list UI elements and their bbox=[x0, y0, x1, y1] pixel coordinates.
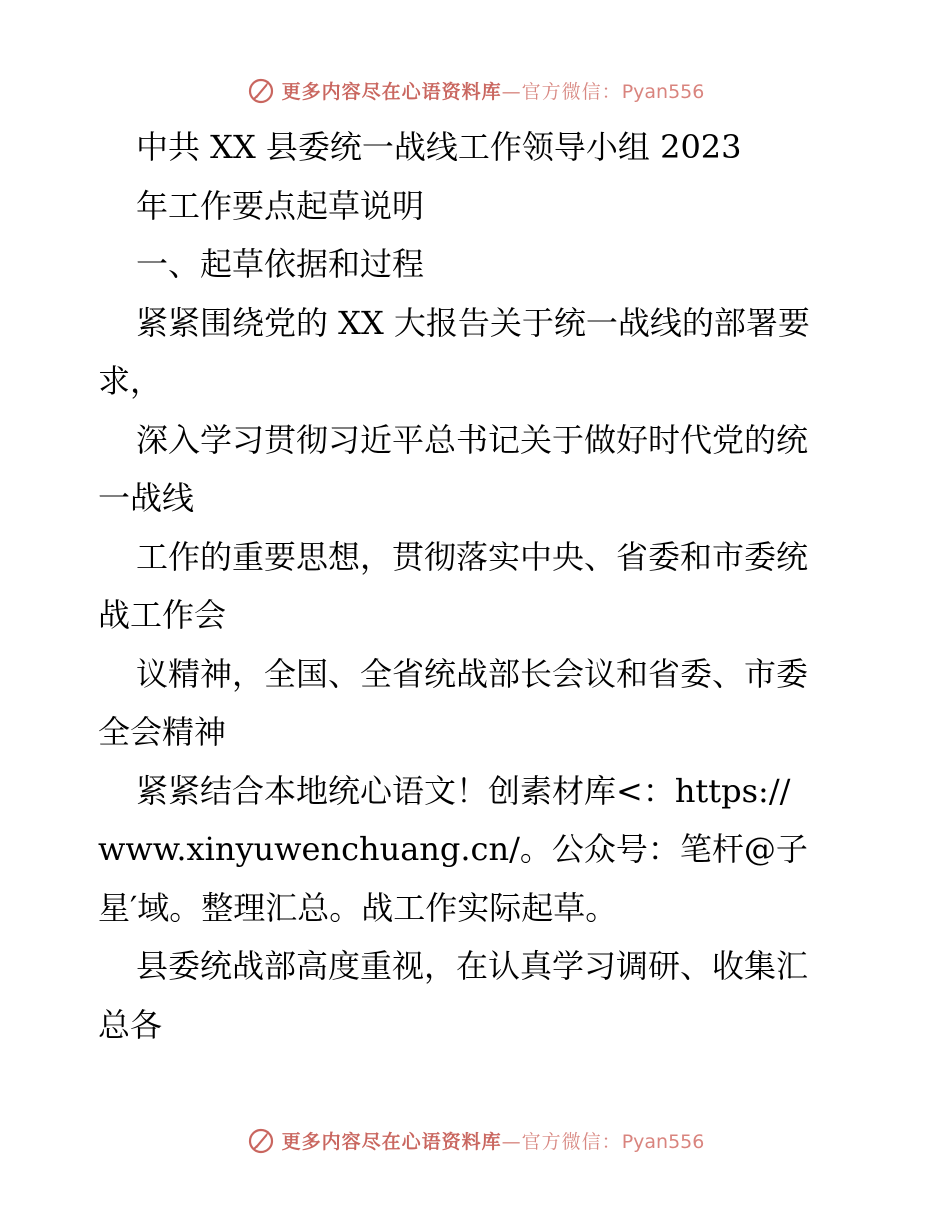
watermark-separator: — bbox=[501, 80, 522, 103]
document-line: 年工作要点起草说明 bbox=[136, 186, 425, 225]
document-line: 议精神，全国、全省统战部长会议和省委、市委 bbox=[136, 654, 809, 693]
quill-logo-icon bbox=[246, 1125, 276, 1155]
watermark-contact-label: 官方微信： bbox=[521, 1130, 622, 1153]
watermark-text bbox=[282, 77, 705, 104]
footer-watermark bbox=[0, 1120, 950, 1160]
document-line: 星′域。整理汇总。战工作实际起草。 bbox=[98, 888, 618, 927]
watermark-text bbox=[282, 1127, 705, 1154]
document-line: 战工作会 bbox=[98, 596, 227, 634]
document-line: 中共 XX 县委统一战线工作领导小组 2023 bbox=[136, 128, 742, 166]
document-line: 紧紧结合本地统心语文！创素材库<：https:// bbox=[136, 771, 791, 810]
document-line: 求， bbox=[98, 362, 163, 400]
document-line: 县委统战部高度重视，在认真学习调研、收集汇 bbox=[136, 947, 809, 985]
header-watermark bbox=[0, 70, 950, 110]
document-body bbox=[98, 118, 858, 1054]
watermark-contact-id: Pyan556 bbox=[621, 80, 705, 103]
quill-logo-icon bbox=[246, 75, 276, 105]
document-line: 紧紧围绕党的 XX 大报告关于统一战线的部署要 bbox=[136, 303, 810, 342]
document-line: 深入学习贯彻习近平总书记关于做好时代党的统 bbox=[136, 420, 809, 459]
document-line: 一战线 bbox=[98, 479, 195, 517]
document-line: 工作的重要思想，贯彻落实中央、省委和市委统 bbox=[136, 537, 809, 576]
document-line: 全会精神 bbox=[98, 713, 227, 751]
watermark-separator: — bbox=[501, 1130, 522, 1153]
document-line: 一、起草依据和过程 bbox=[136, 245, 425, 283]
document-line: 总各 bbox=[98, 1005, 163, 1044]
watermark-brand: 更多内容尽在心语资料库 bbox=[281, 1130, 502, 1153]
document-line: www.xinyuwenchuang.cn/。公众号：笔杆@子 bbox=[98, 830, 808, 868]
watermark-contact-label: 官方微信： bbox=[521, 80, 622, 103]
watermark-contact-id: Pyan556 bbox=[621, 1130, 705, 1153]
watermark-brand: 更多内容尽在心语资料库 bbox=[281, 80, 502, 103]
